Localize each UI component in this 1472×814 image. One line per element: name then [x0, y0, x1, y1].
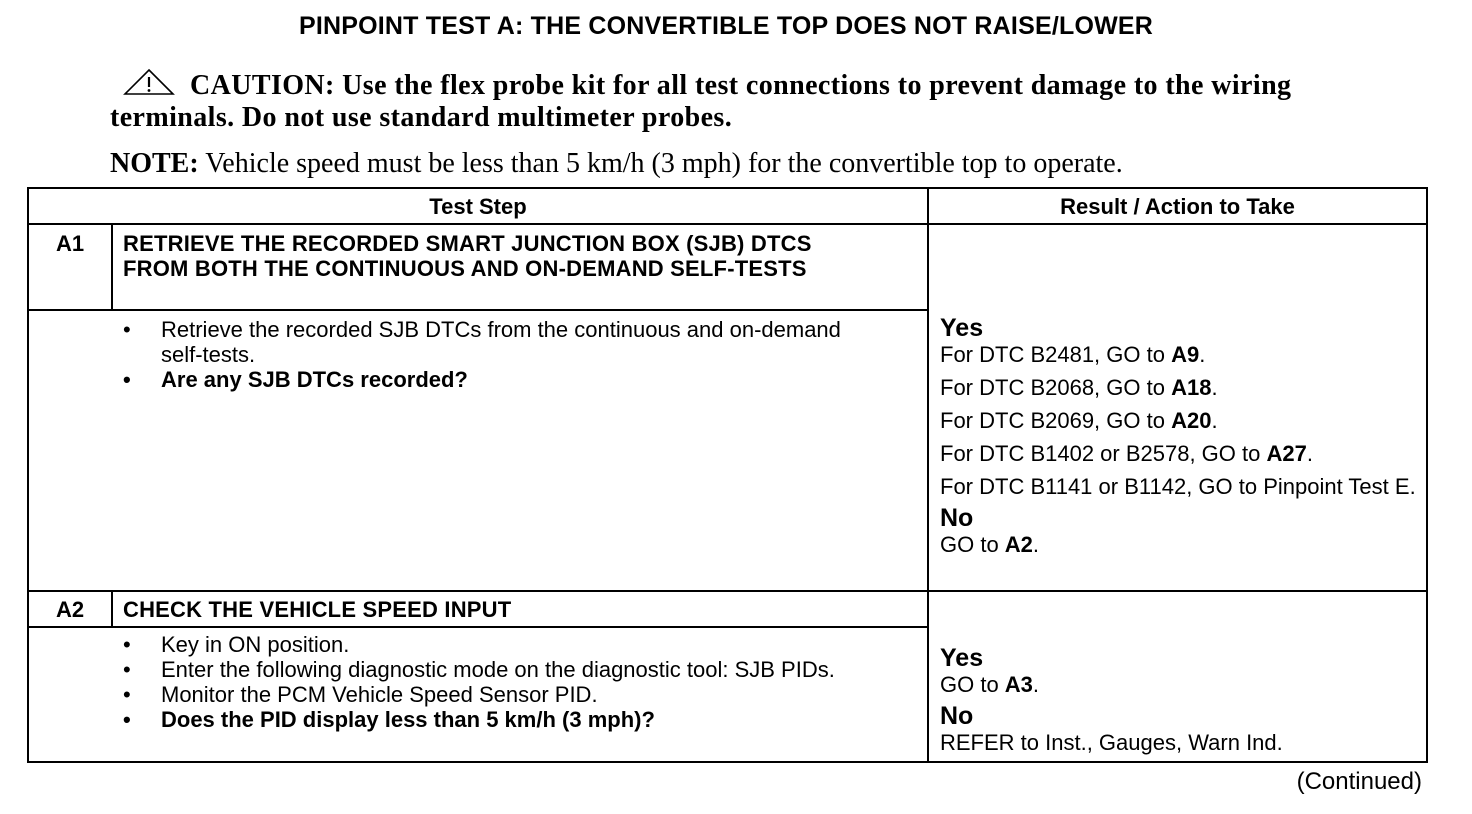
step-heading-a1: RETRIEVE THE RECORDED SMART JUNCTION BOX (SJB) DTCS FROM BOTH THE CONTINUOUS AND ON-DEMAND SELF-TESTS	[123, 231, 812, 281]
result-line: For DTC B2481, GO to A9.	[940, 342, 1206, 367]
list-item: • Monitor the PCM Vehicle Speed Sensor PID.	[123, 682, 913, 707]
step-id-a2: A2	[55, 597, 85, 622]
header-divider	[29, 223, 1426, 225]
result-line: REFER to Inst., Gauges, Warn Ind.	[940, 730, 1283, 755]
step-heading-a2: CHECK THE VEHICLE SPEED INPUT	[123, 597, 512, 622]
note-label: NOTE:	[110, 148, 199, 179]
list-item: • Does the PID display less than 5 km/h (3 mph)?	[123, 707, 913, 732]
result-line: For DTC B2068, GO to A18.	[940, 375, 1218, 400]
header-test-step: Test Step	[429, 194, 527, 219]
note	[110, 148, 1410, 180]
yes-label: Yes	[940, 644, 984, 672]
yes-label: Yes	[940, 314, 984, 342]
result-line: For DTC B2069, GO to A20.	[940, 408, 1218, 433]
result-line: For DTC B1141 or B1142, GO to Pinpoint Test E.	[940, 474, 1416, 499]
step-bullets-a1	[123, 317, 853, 392]
a1-id-divider	[111, 223, 113, 310]
step-bullets-a2	[123, 632, 913, 732]
pinpoint-test-table	[27, 187, 1428, 763]
caution-label: CAUTION:	[190, 70, 335, 101]
list-item: • Key in ON position.	[123, 632, 913, 657]
caution-notice	[110, 68, 1310, 134]
page-title: PINPOINT TEST A: THE CONVERTIBLE TOP DOES NOT RAISE/LOWER	[298, 12, 1154, 40]
column-divider	[927, 189, 929, 761]
result-line: GO to A3.	[940, 672, 1040, 697]
list-item: • Enter the following diagnostic mode on the diagnostic tool: SJB PIDs.	[123, 657, 913, 682]
no-label: No	[940, 702, 974, 730]
list-item: • Are any SJB DTCs recorded?	[123, 367, 853, 392]
result-a2	[940, 645, 1420, 755]
note-text: Vehicle speed must be less than 5 km/h (3 mph) for the convertible top to operate.	[205, 148, 1123, 179]
a2-heading-divider	[29, 626, 927, 628]
a2-id-divider	[111, 590, 113, 627]
list-item: • Retrieve the recorded SJB DTCs from the continuous and on-demand self-tests.	[123, 317, 853, 367]
no-label: No	[940, 504, 974, 532]
result-line: GO to A2.	[940, 532, 1040, 557]
continued-label: (Continued)	[1296, 768, 1422, 795]
warning-triangle-icon	[122, 68, 176, 96]
a1-a2-divider	[29, 590, 1426, 592]
result-a1	[940, 315, 1420, 557]
result-line: For DTC B1402 or B2578, GO to A27.	[940, 441, 1313, 466]
a1-heading-divider	[29, 309, 927, 311]
header-result: Result / Action to Take	[1060, 194, 1295, 219]
caution-text: Use the flex probe kit for all test connections to prevent damage to the wiring terminals. Do not use standard multimeter probes.	[110, 70, 1292, 133]
step-id-a1: A1	[55, 231, 85, 256]
